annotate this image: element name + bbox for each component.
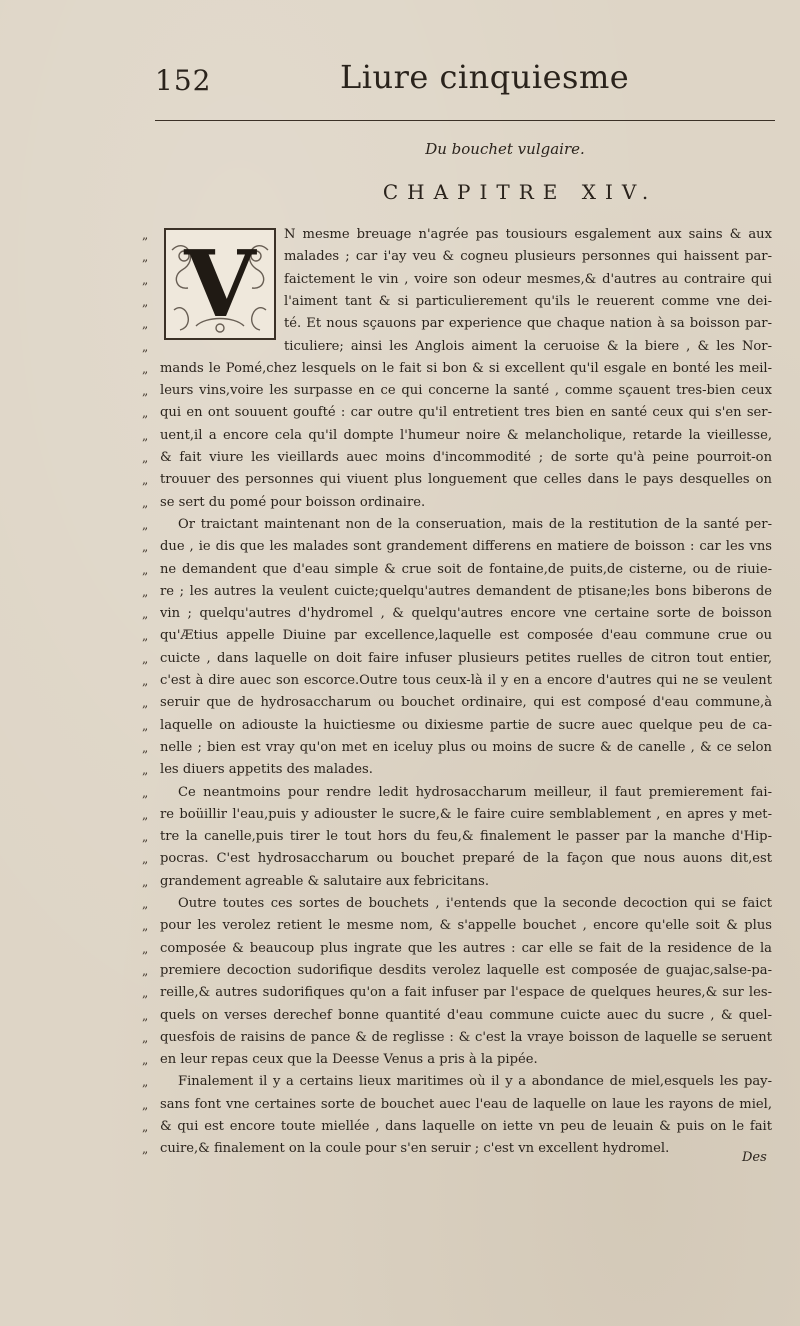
margin-quote-mark: „ bbox=[142, 1142, 149, 1157]
margin-quote-mark: „ bbox=[142, 1030, 149, 1045]
text-line: trouuer des personnes qui viuent plus longuement que celles dans le pays desquelles on bbox=[160, 472, 772, 488]
text-line: seruir que de hydrosaccharum ou bouchet ordinaire, qui est composé d'eau commune,à bbox=[160, 695, 772, 711]
text-line: l'aiment tant & si particulierement qu'ils le reuerent comme vne dei- bbox=[284, 293, 772, 309]
margin-quote-mark: „ bbox=[142, 384, 149, 399]
margin-quote-mark: „ bbox=[142, 406, 149, 421]
margin-quote-mark: „ bbox=[142, 1053, 149, 1068]
margin-quote-mark: „ bbox=[142, 785, 149, 800]
margin-quote-mark: „ bbox=[142, 874, 149, 889]
text-line: quesfois de raisins de pance & de reglisse : & c'est la vraye boisson de laquelle se seruent bbox=[160, 1029, 772, 1045]
drop-cap-letter: V bbox=[184, 230, 256, 338]
chapter-heading: CHAPITRE XIV. bbox=[382, 180, 658, 204]
text-line: premiere decoction sudorifique desdits verolez laquelle est composée de guajac,salse-pa- bbox=[160, 962, 772, 978]
text-line: Finalement il y a certains lieux maritimes où il y a abondance de miel,esquels les pay- bbox=[178, 1074, 772, 1090]
text-line: due , ie dis que les malades sont grandement differens en matiere de boisson : car les vns bbox=[160, 539, 772, 555]
margin-quote-mark: „ bbox=[142, 228, 149, 242]
margin-quote-mark: „ bbox=[142, 629, 149, 644]
margin-quote-mark: „ bbox=[142, 294, 149, 309]
margin-quote-mark: „ bbox=[142, 807, 149, 822]
text-line: qu'Ætius appelle Diuine par excellence,laquelle est composée d'eau commune crue ou bbox=[160, 628, 772, 644]
margin-quote-mark: „ bbox=[142, 540, 149, 555]
text-line: pour les verolez retient le mesme nom, & s'appelle bouchet , encore qu'elle soit & plus bbox=[160, 918, 772, 934]
margin-quote-mark: „ bbox=[142, 517, 149, 532]
margin-quote-mark: „ bbox=[142, 763, 149, 778]
margin-quote-mark: „ bbox=[142, 361, 149, 376]
running-title: Liure cinquiesme bbox=[340, 58, 630, 96]
margin-quote-mark: „ bbox=[142, 428, 149, 443]
text-line: tre la canelle,puis tirer le tout hors du feu,& finalement le passer par la manche d'Hip- bbox=[160, 829, 772, 845]
text-line: Or traictant maintenant non de la conseruation, mais de la restitution de la santé per- bbox=[178, 516, 772, 532]
text-line: re ; les autres la veulent cuicte;quelqu'autres demandent de ptisane;les bons biberons de bbox=[160, 583, 772, 599]
text-line: ticuliere; ainsi les Anglois aiment la ceruoise & la biere , & les Nor- bbox=[284, 338, 772, 354]
page-number: 152 bbox=[155, 64, 212, 97]
text-line: se sert du pomé pour boisson ordinaire. bbox=[160, 494, 426, 510]
text-line: malades ; car i'ay veu & cogneu plusieurs personnes qui haissent par- bbox=[284, 249, 772, 265]
margin-quote-mark: „ bbox=[142, 1097, 149, 1112]
margin-quote-mark: „ bbox=[142, 250, 149, 265]
text-line: faictement le vin , voire son odeur mesmes,& d'autres au contraire qui bbox=[284, 271, 772, 287]
text-line: & qui est encore toute miellée , dans laquelle on iette vn peu de leuain & puis on le fait bbox=[160, 1119, 772, 1134]
text-line: re boüillir l'eau,puis y adiouster le sucre,& le faire cuire semblablement , en apres y met- bbox=[160, 806, 772, 822]
text-line: qui en ont souuent goufté : car outre qu'il entretient tres bien en santé ceux qui s'en ser- bbox=[160, 405, 772, 421]
text-line: reille,& autres sudorifiques qu'on a fait infuser par l'espace de quelques heures,& sur les- bbox=[160, 985, 772, 1001]
text-line: sans font vne certaines sorte de bouchet auec l'eau de laquelle on laue les rayons de miel, bbox=[160, 1096, 772, 1112]
margin-quote-mark: „ bbox=[142, 852, 149, 867]
margin-quote-mark: „ bbox=[142, 451, 149, 465]
text-line: en leur repas ceux que la Deesse Venus a pris à la pipée. bbox=[160, 1052, 538, 1068]
text-line: vin ; quelqu'autres d'hydromel , & quelqu'autres encore vne certaine sorte de boisson bbox=[160, 606, 772, 622]
margin-quote-mark: „ bbox=[142, 830, 149, 845]
text-line: uent,il a encore cela qu'il dompte l'humeur noire & melancholique, retarde la vieillesse, bbox=[160, 427, 772, 443]
text-line: ne demandent que d'eau simple & crue soit de fontaine,de puits,de cisterne, ou de riuie- bbox=[160, 561, 772, 577]
margin-quote-mark: „ bbox=[142, 897, 149, 911]
text-line: mands le Pomé,chez lesquels on le fait si bon & si excellent qu'il esgale en bonté les meil- bbox=[160, 360, 772, 376]
text-line: nelle ; bien est vray qu'on met en iceluy plus ou moins de sucre & de canelle , & ce selon bbox=[160, 739, 772, 755]
margin-quote-mark: „ bbox=[142, 495, 149, 510]
margin-quote-mark: „ bbox=[142, 584, 149, 599]
text-line: té. Et nous sçauons par experience que chaque nation à sa boisson par- bbox=[284, 316, 772, 332]
margin-quote-mark: „ bbox=[142, 941, 149, 956]
margin-quote-mark: „ bbox=[142, 696, 149, 711]
margin-quote-mark: „ bbox=[142, 963, 149, 978]
margin-quote-mark: „ bbox=[142, 473, 149, 488]
margin-quote-mark: „ bbox=[142, 1120, 149, 1134]
text-line: composée & beaucoup plus ingrate que les autres : car elle se fait de la residence de la bbox=[160, 940, 772, 956]
text-line: c'est à dire auec son escorce.Outre tous ceux-là il y en a encore d'autres qui ne se veulent bbox=[160, 673, 772, 688]
text-line: pocras. C'est hydrosaccharum ou bouchet preparé de la façon que nous auons dit,est bbox=[160, 851, 772, 867]
margin-quote-mark: „ bbox=[142, 718, 149, 733]
text-line: Outre toutes ces sortes de bouchets , i'entends que la seconde decoction qui se faict bbox=[178, 896, 772, 911]
text-line: cuicte , dans laquelle on doit faire infuser plusieurs petites ruelles de citron tout entier, bbox=[160, 650, 772, 666]
text-line: laquelle on adiouste la huictiesme ou dixiesme partie de sucre auec quelque peu de ca- bbox=[160, 717, 772, 733]
margin-quote-mark: „ bbox=[142, 986, 149, 1001]
margin-quote-mark: „ bbox=[142, 651, 149, 666]
margin-quote-mark: „ bbox=[142, 919, 149, 934]
margin-quote-mark: „ bbox=[142, 1075, 149, 1090]
margin-quote-mark: „ bbox=[142, 674, 149, 688]
margin-quote-mark: „ bbox=[142, 607, 149, 622]
text-line: leurs vins,voire les surpasse en ce qui concerne la santé , comme sçauent tres-bien ceux bbox=[160, 383, 772, 399]
margin-quote-mark: „ bbox=[142, 272, 149, 287]
text-line: N mesme breuage n'agrée pas tousiours esgalement aux sains & aux bbox=[284, 227, 772, 242]
margin-quote-mark: „ bbox=[142, 1008, 149, 1023]
margin-quote-mark: „ bbox=[142, 740, 149, 755]
text-line: quels on verses derechef bonne quantité d'eau commune cuicte auec du sucre , & quel- bbox=[160, 1007, 772, 1023]
text-line: les diuers appetits des malades. bbox=[160, 762, 373, 778]
margin-quote-mark: „ bbox=[142, 317, 149, 332]
section-title: Du bouchet vulgaire. bbox=[425, 140, 585, 158]
text-line: Ce neantmoins pour rendre ledit hydrosaccharum meilleur, il faut premierement fai- bbox=[178, 784, 772, 800]
margin-quote-mark: „ bbox=[142, 562, 149, 577]
margin-quote-mark: „ bbox=[142, 339, 149, 354]
catchword: Des bbox=[742, 1150, 767, 1165]
text-line: & fait viure les vieillards auec moins d'incommodité ; de sorte qu'à peine pourroit-on bbox=[160, 450, 772, 465]
text-line: grandement agreable & salutaire aux febricitans. bbox=[160, 873, 490, 889]
text-line: cuire,& finalement on la coule pour s'en seruir ; c'est vn excellent hydromel. bbox=[160, 1141, 670, 1157]
